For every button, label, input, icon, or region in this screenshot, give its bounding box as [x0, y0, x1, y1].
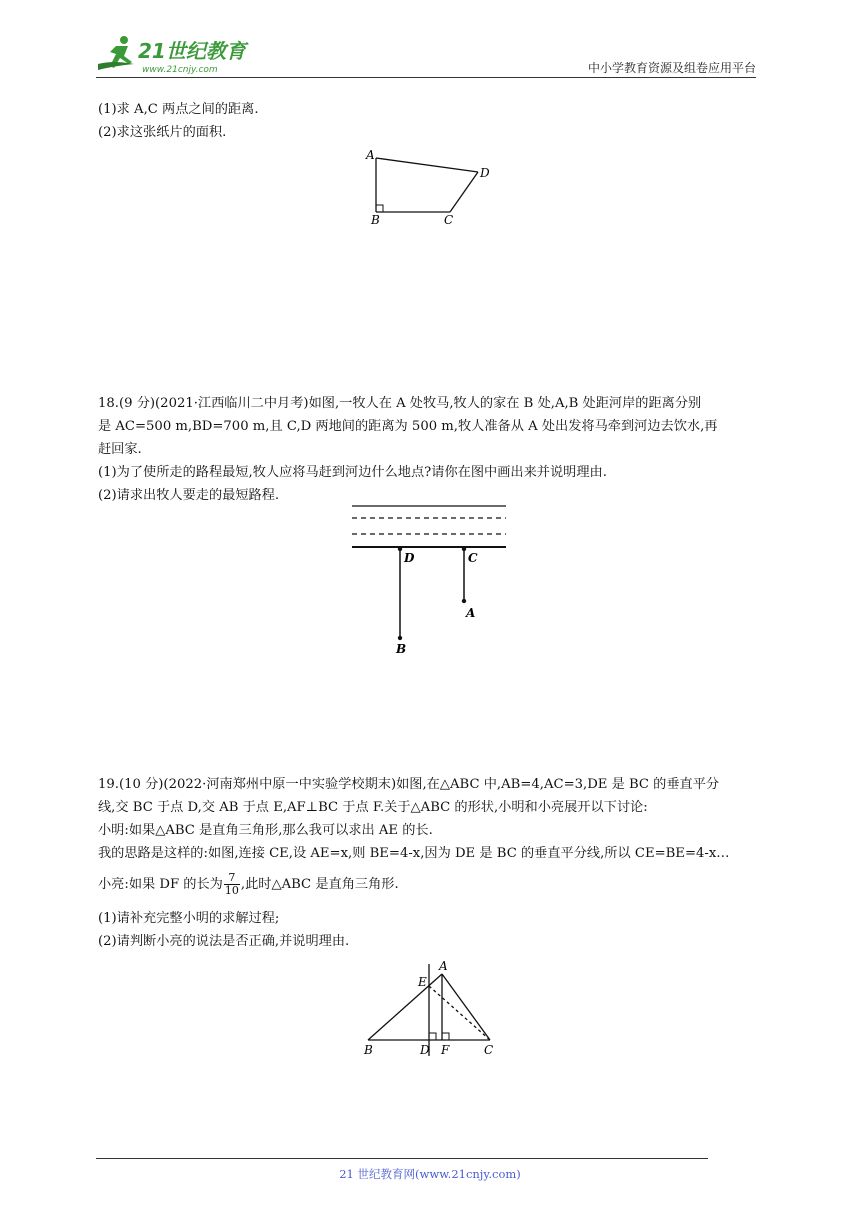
label-e: E [418, 975, 427, 989]
q18-part1: (1)为了使所走的路程最短,牧人应将马赶到河边什么地点?请你在图中画出来并说明理由. [98, 465, 607, 480]
segment-ac [442, 974, 490, 1040]
segment-ba [368, 974, 442, 1040]
q19-line5-post: ,此时△ABC 是直角三角形. [240, 877, 399, 892]
segment-ce-dashed [429, 986, 490, 1040]
label-a: A [366, 148, 375, 162]
q19-line4: 我的思路是这样的:如图,连接 CE,设 AE=x,则 BE=4-x,因为 DE 是 BC 的垂直平分线,所以 CE=BE=4-x… [98, 846, 730, 861]
logo-title: 21世纪教育 [138, 39, 246, 63]
label-b: B [396, 642, 407, 656]
q19-line1: 19.(10 分)(2022·河南郑州中原一中实验学校期末)如图,在△ABC 中,AB=4,AC=3,DE 是 BC 的垂直平分 [98, 777, 720, 792]
fraction-seven-tenths [224, 872, 240, 897]
logo-url: www.21cnjy.com [142, 65, 218, 75]
segment-ad [376, 158, 478, 172]
point-b [398, 636, 402, 640]
footer-link[interactable]: 21 世纪教育网(www.21cnjy.com) [339, 1167, 521, 1181]
label-a: A [466, 606, 476, 620]
runner-logo-icon [98, 36, 134, 70]
label-b: B [371, 213, 380, 227]
label-a: A [439, 959, 448, 973]
label-d: D [404, 551, 415, 565]
label-c: C [468, 551, 478, 565]
label-c: C [484, 1043, 494, 1057]
q18-line2: 是 AC=500 m,BD=700 m,且 C,D 两地间的距离为 500 m,牧人准备从 A 处出发将马牵到河边去饮水,再 [98, 419, 718, 434]
segment-cd [450, 172, 478, 212]
q19-part1: (1)请补充完整小明的求解过程; [98, 911, 280, 926]
right-angle-mark-f [442, 1033, 449, 1040]
q18-figure [346, 500, 512, 660]
label-d: D [480, 166, 490, 180]
q19-part2: (2)请判断小亮的说法是否正确,并说明理由. [98, 934, 350, 949]
header-divider [96, 77, 756, 78]
q19-line5 [98, 872, 399, 898]
site-logo [94, 34, 258, 76]
fraction-numerator: 7 [224, 872, 240, 885]
footer-divider [96, 1158, 708, 1159]
q19-line5-pre: 小亮:如果 DF 的长为 [98, 877, 223, 892]
q19-line2: 线,交 BC 于点 D,交 AB 于点 E,AF⊥BC 于点 F.关于△ABC 的形状,小明和小亮展开以下讨论: [98, 800, 648, 815]
fraction-denominator: 10 [224, 884, 239, 897]
label-f: F [441, 1043, 450, 1057]
label-b: B [364, 1043, 373, 1057]
q17-figure [360, 146, 500, 230]
q17-part1: (1)求 A,C 两点之间的距离. [98, 102, 259, 117]
q18-line3: 赶回家. [98, 442, 142, 457]
label-c: C [444, 213, 454, 227]
right-angle-mark-b [376, 205, 383, 212]
q18-line1: 18.(9 分)(2021·江西临川二中月考)如图,一牧人在 A 处牧马,牧人的家在 B 处,A,B 处距河岸的距离分别 [98, 396, 702, 411]
label-d: D [420, 1043, 430, 1057]
right-angle-mark-d [429, 1033, 436, 1040]
point-c [462, 547, 466, 551]
q17-part2: (2)求这张纸片的面积. [98, 125, 227, 140]
q18-part2: (2)请求出牧人要走的最短路程. [98, 488, 280, 503]
platform-name: 中小学教育资源及组卷应用平台 [587, 61, 756, 75]
point-a [462, 599, 466, 603]
point-d [398, 547, 402, 551]
q19-figure [358, 956, 508, 1058]
q19-line3: 小明:如果△ABC 是直角三角形,那么我可以求出 AE 的长. [98, 823, 433, 838]
